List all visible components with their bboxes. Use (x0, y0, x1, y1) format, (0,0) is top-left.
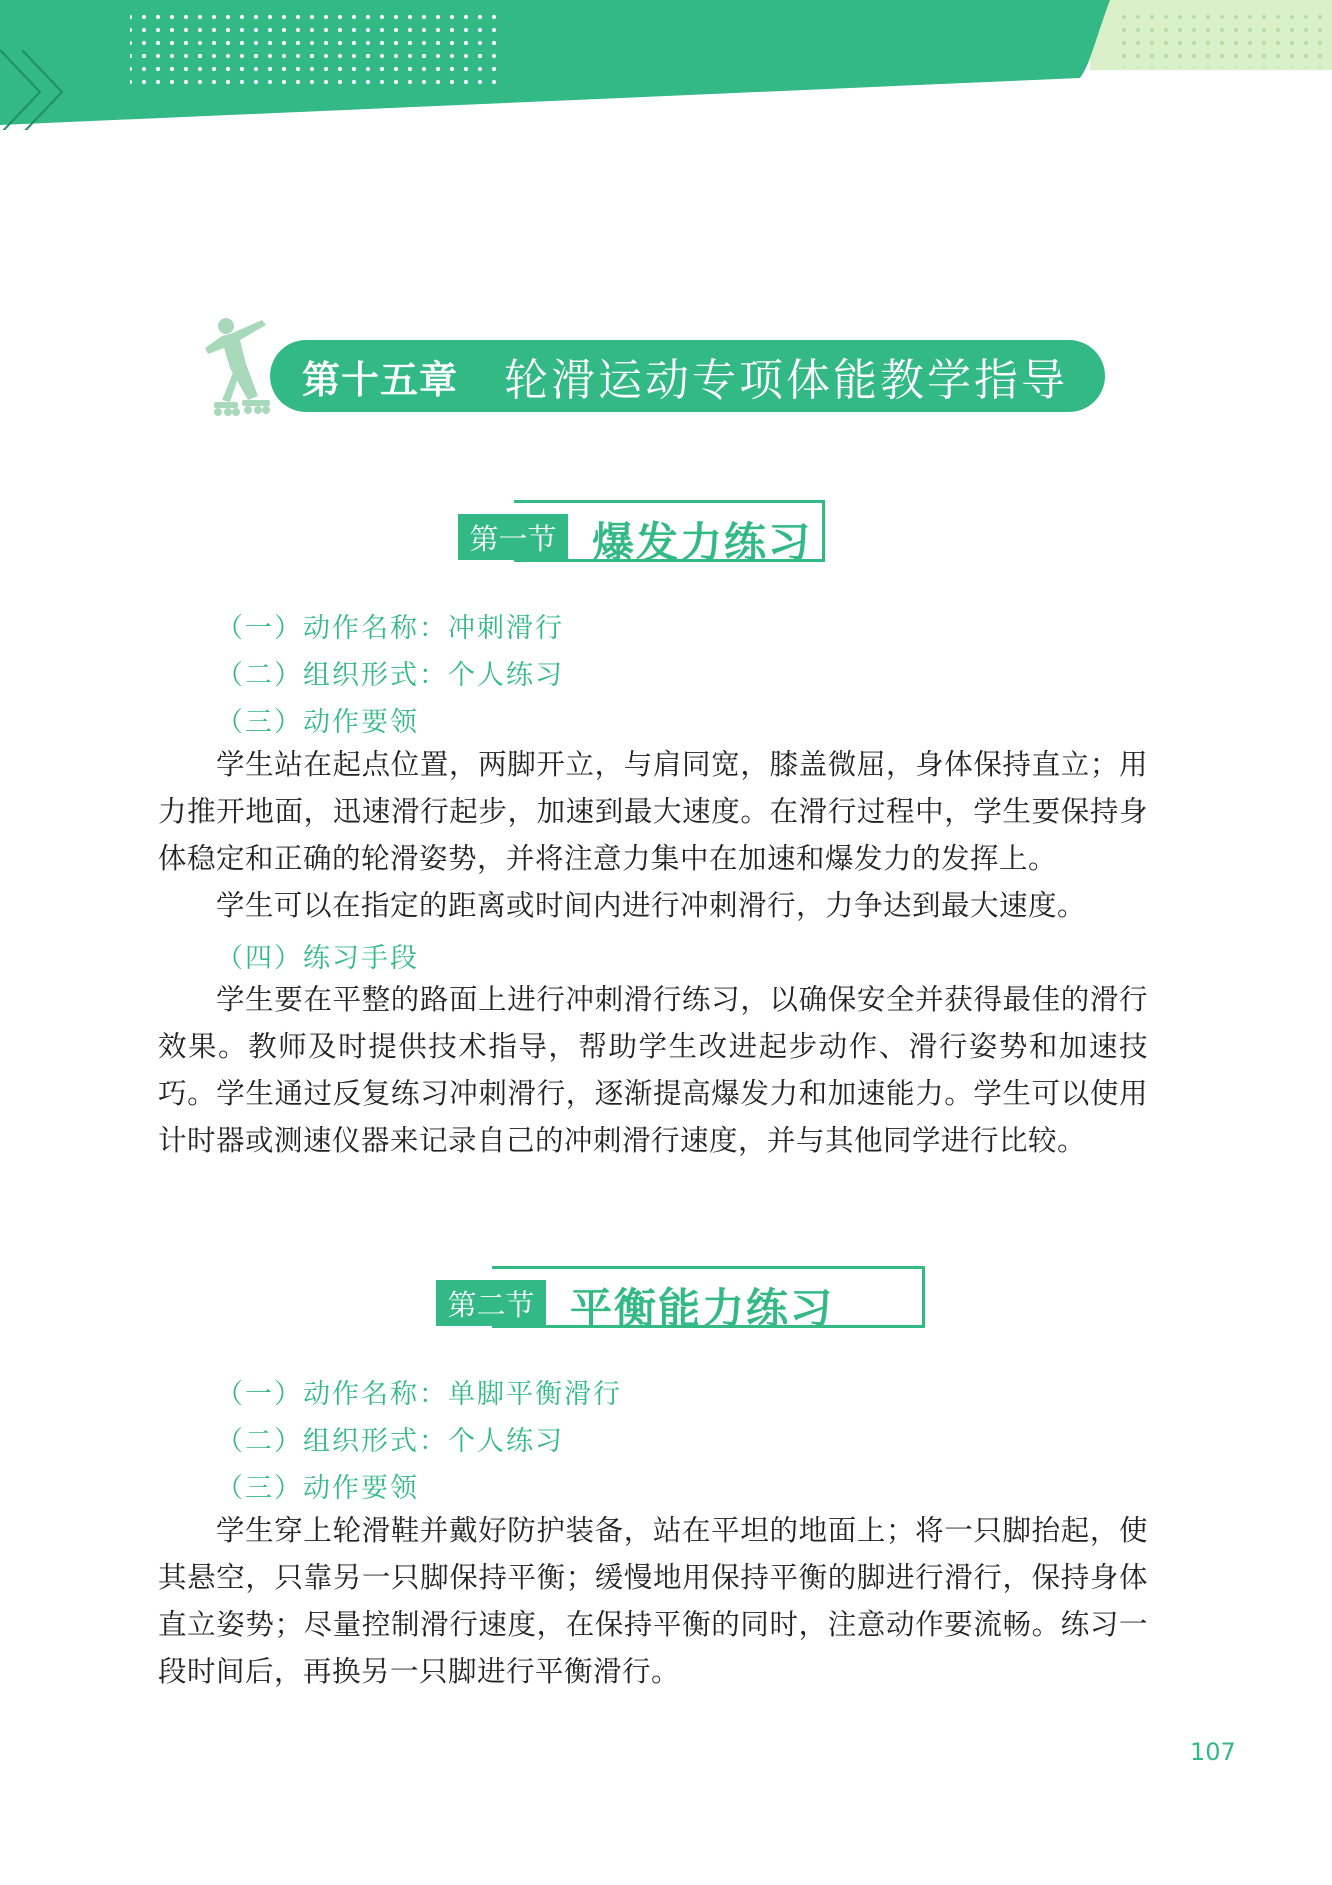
paragraph: 学生可以在指定的距离或时间内进行冲刺滑行，力争达到最大速度。 (216, 889, 1087, 922)
skater-icon (200, 312, 310, 420)
chapter-number: 第十五章 (302, 357, 459, 402)
section-header-2 (436, 1266, 870, 1336)
section-title: 平衡能力练习 (570, 1284, 835, 1333)
paragraph: 学生站在起点位置，两脚开立，与肩同宽，膝盖微屈，身体保持直立；用力推开地面，迅速滑行起步，加速到最大速度。在滑行过程中，学生要保持身体稳定和正确的轮滑姿势，并将注意力集中在加速和爆发力的发挥上。 (158, 748, 1148, 875)
top-banner (0, 0, 1332, 130)
subheading: （一）动作名称：单脚平衡滑行 (216, 1379, 622, 1410)
section-tag: 第一节 (458, 514, 568, 560)
subheading: （二）组织形式：个人练习 (216, 1426, 564, 1457)
chapter-title: 轮滑运动专项体能教学指导 (504, 355, 1069, 406)
subheading: （四）练习手段 (216, 943, 419, 974)
paragraph: 学生穿上轮滑鞋并戴好防护装备，站在平坦的地面上；将一只脚抬起，使其悬空，只靠另一只脚保持平衡；缓慢地用保持平衡的脚进行滑行，保持身体直立姿势；尽量控制滑行速度，在保持平衡的同时，注意动作要流畅。练习一段时间后，再换另一只脚进行平衡滑行。 (158, 1514, 1148, 1688)
page-number: 107 (1190, 1738, 1236, 1766)
chapter-header (200, 312, 1105, 422)
subheading: （三）动作要领 (216, 707, 419, 738)
subheading: （一）动作名称：冲刺滑行 (216, 613, 564, 644)
section-header-1 (458, 500, 848, 570)
subheading: （二）组织形式：个人练习 (216, 660, 564, 691)
subheading: （三）动作要领 (216, 1473, 419, 1504)
section-title: 爆发力练习 (592, 518, 813, 567)
paragraph: 学生要在平整的路面上进行冲刺滑行练习，以确保安全并获得最佳的滑行效果。教师及时提供技术指导，帮助学生改进起步动作、滑行姿势和加速技巧。学生通过反复练习冲刺滑行，逐渐提高爆发力和加速能力。学生可以使用计时器或测速仪器来记录自己的冲刺滑行速度，并与其他同学进行比较。 (158, 983, 1148, 1157)
section-tag: 第二节 (436, 1280, 546, 1326)
chapter-banner (270, 340, 1105, 412)
